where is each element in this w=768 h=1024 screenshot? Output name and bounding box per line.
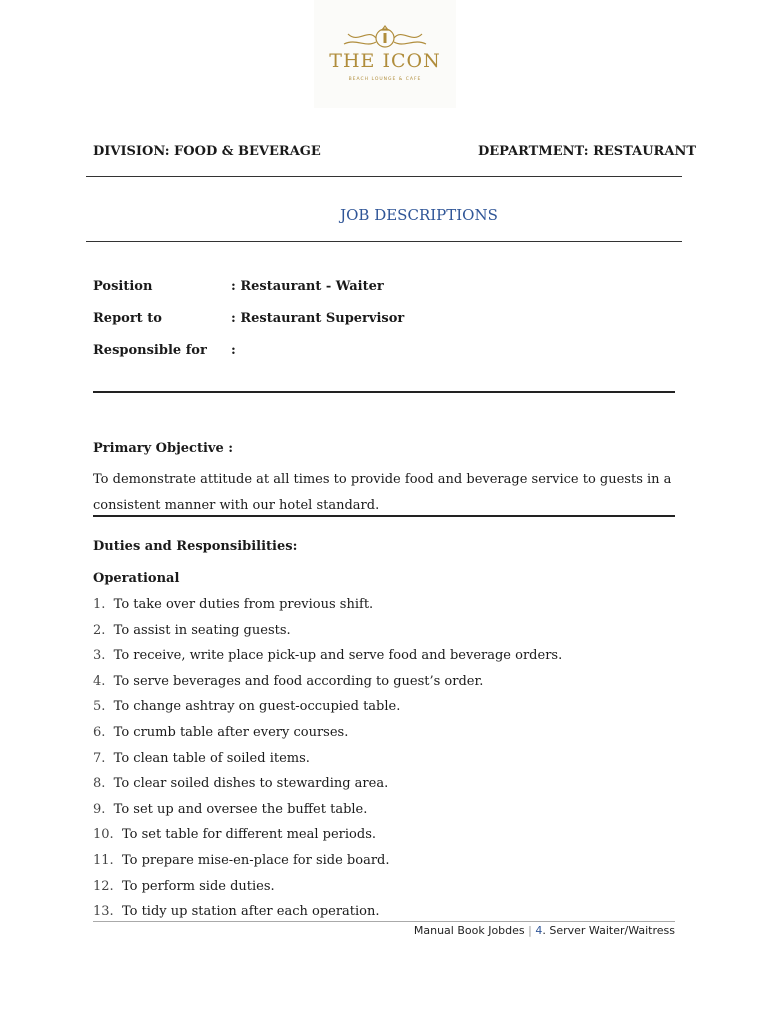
duty-text: To receive, write place pick-up and serve food and beverage orders.	[113, 648, 563, 664]
page-title: JOB DESCRIPTIONS	[340, 206, 498, 224]
duty-text: To serve beverages and food according to guest’s order.	[113, 673, 484, 689]
duty-number: 8.	[93, 776, 106, 792]
footer-section: . Server Waiter/Waitress	[542, 924, 675, 937]
title-divider	[86, 241, 682, 242]
objective-line-2: consistent manner with our hotel standard.	[93, 498, 380, 513]
duty-item	[93, 879, 275, 894]
duty-text: To crumb table after every courses.	[113, 725, 349, 740]
footer-divider	[93, 921, 675, 922]
position-label: Position	[93, 279, 153, 294]
duty-item	[93, 648, 562, 663]
department-label: DEPARTMENT: RESTAURANT	[478, 144, 696, 159]
report-to-value: : Restaurant Supervisor	[231, 311, 405, 326]
position-value: : Restaurant - Waiter	[231, 279, 384, 294]
duty-number: 13.	[93, 904, 114, 920]
duties-heading: Duties and Responsibilities:	[93, 539, 298, 554]
objective-divider	[93, 515, 675, 517]
duty-text: To perform side duties.	[121, 878, 275, 894]
primary-objective-label: Primary Objective :	[93, 441, 234, 456]
duty-item	[93, 776, 388, 791]
duty-text: To take over duties from previous shift.	[113, 597, 374, 612]
responsible-for-value: :	[231, 343, 236, 358]
footer-book-title: Manual Book Jobdes	[413, 924, 525, 937]
duty-number: 3.	[93, 648, 106, 664]
page-footer	[414, 924, 675, 937]
duty-number: 7.	[93, 750, 106, 766]
logo-tagline: BEACH LOUNGE & CAFE	[348, 77, 422, 82]
duty-text: To assist in seating guests.	[113, 622, 291, 638]
footer-separator: |	[528, 924, 532, 937]
duty-number: 10.	[93, 827, 114, 843]
duty-text: To prepare mise-en-place for side board.	[121, 853, 390, 868]
duty-item	[93, 751, 310, 766]
objective-line-1: To demonstrate attitude at all times to provide food and beverage service to guests in a	[93, 472, 672, 487]
info-divider	[93, 391, 675, 393]
duty-item	[93, 802, 367, 817]
duty-item	[93, 674, 483, 689]
duty-text: To set up and oversee the buffet table.	[113, 801, 368, 817]
logo-title: THE ICON	[329, 50, 441, 72]
duty-number: 6.	[93, 725, 106, 740]
division-label: DIVISION: FOOD & BEVERAGE	[93, 144, 321, 159]
duty-number: 2.	[93, 622, 106, 638]
duty-text: To clear soiled dishes to stewarding area.	[113, 776, 389, 792]
duty-item	[93, 904, 380, 919]
footer-page-number: 4	[535, 924, 543, 937]
duty-item	[93, 725, 348, 740]
operational-heading: Operational	[93, 571, 180, 586]
report-to-label: Report to	[93, 311, 162, 326]
header-divider	[86, 176, 682, 177]
duty-text: To change ashtray on guest-occupied table.	[113, 699, 401, 715]
duty-text: To tidy up station after each operation.	[121, 904, 380, 920]
duty-number: 5.	[93, 699, 106, 715]
duty-item	[93, 827, 376, 842]
duty-number: 12.	[93, 878, 114, 894]
duty-number: 4.	[93, 673, 106, 689]
duty-number: 9.	[93, 801, 106, 817]
duty-item	[93, 699, 400, 714]
duty-number: 11.	[93, 853, 114, 868]
responsible-for-label: Responsible for	[93, 343, 207, 358]
duty-item	[93, 623, 291, 638]
duty-number: 1.	[93, 597, 106, 612]
duty-text: To clean table of soiled items.	[113, 750, 310, 766]
duty-item	[93, 597, 373, 612]
duty-text: To set table for different meal periods.	[121, 827, 377, 843]
duty-item	[93, 853, 389, 868]
